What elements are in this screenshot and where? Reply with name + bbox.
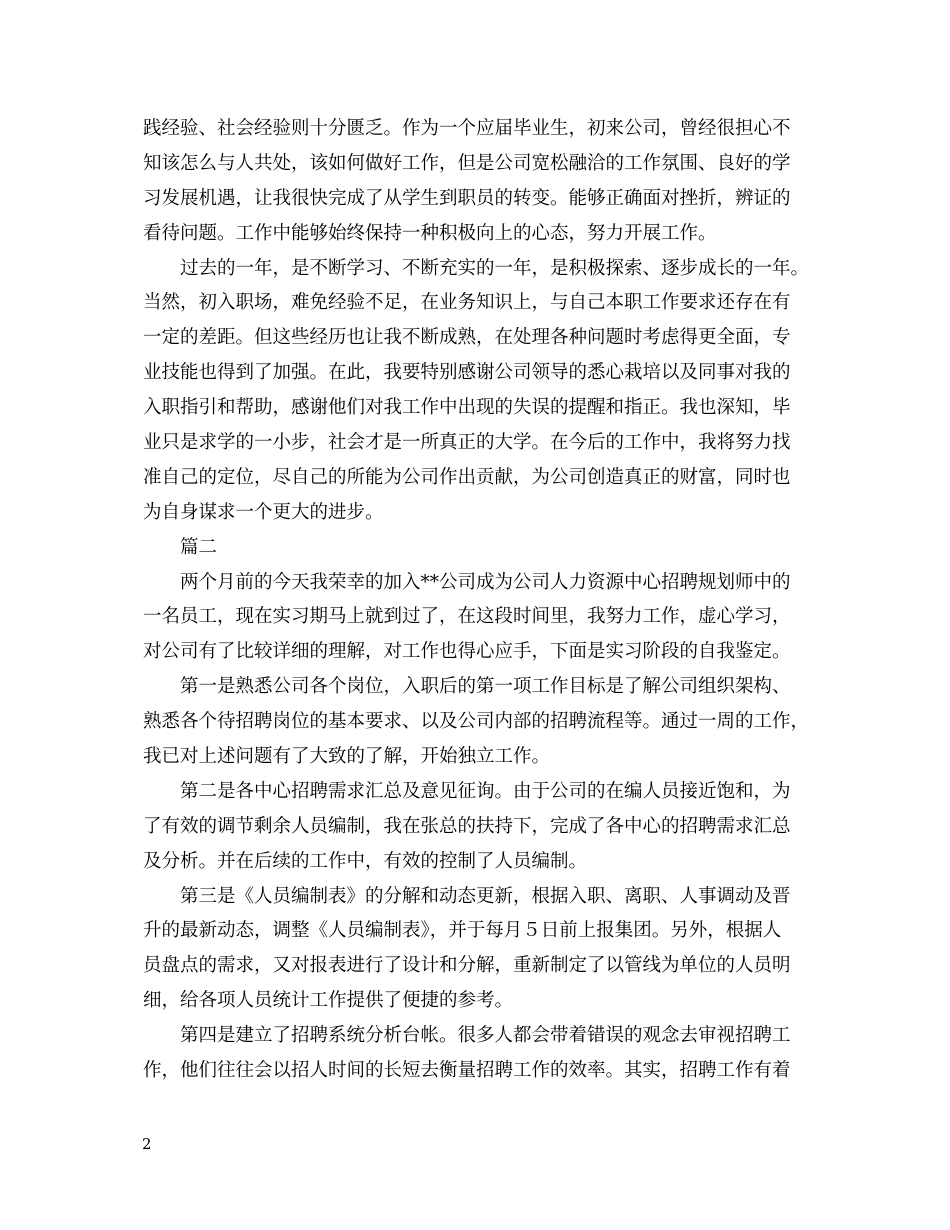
text-line: 员盘点的需求，又对报表进行了设计和分解，重新制定了以管线为单位的人员明 xyxy=(143,955,791,977)
paragraph-first-line: 第四是建立了招聘系统分析台帐。很多人都会带着错误的观念去审视招聘工 xyxy=(180,1025,791,1047)
text-line: 业技能也得到了加强。在此，我要特别感谢公司领导的悉心栽培以及同事对我的 xyxy=(143,362,791,384)
paragraph-first-line: 第一是熟悉公司各个岗位，入职后的第一项工作目标是了解公司组织架构、 xyxy=(180,676,791,698)
paragraph-first-line: 第三是《人员编制表》的分解和动态更新，根据入职、离职、人事调动及晋 xyxy=(180,885,791,907)
text-line: 一名员工，现在实习期马上就到过了，在这段时间里，我努力工作，虚心学习， xyxy=(143,606,791,628)
text-line: 作，他们往往会以招人时间的长短去衡量招聘工作的效率。其实，招聘工作有着 xyxy=(143,1060,791,1082)
paragraph-first-line: 过去的一年，是不断学习、不断充实的一年，是积极探索、逐步成长的一年。 xyxy=(180,257,810,279)
section-heading: 篇二 xyxy=(180,536,218,558)
text-line: 当然，初入职场，难免经验不足，在业务知识上，与自己本职工作要求还存在有 xyxy=(143,292,791,314)
text-line: 一定的差距。但这些经历也让我不断成熟，在处理各种问题时考虑得更全面，专 xyxy=(143,327,791,349)
text-line: 践经验、社会经验则十分匮乏。作为一个应届毕业生，初来公司，曾经很担心不 xyxy=(143,118,791,139)
paragraph-first-line: 第二是各中心招聘需求汇总及意见征询。由于公司的在编人员接近饱和，为 xyxy=(180,780,791,802)
text-line: 细，给各项人员统计工作提供了便捷的参考。 xyxy=(143,990,514,1012)
text-line: 升的最新动态，调整《人员编制表》，并于每月５日前上报集团。另外，根据人 xyxy=(143,920,782,942)
text-line: 习发展机遇，让我很快完成了从学生到职员的转变。能够正确面对挫折，辨证的 xyxy=(143,187,791,209)
body-text xyxy=(143,112,808,1089)
text-line: 入职指引和帮助，感谢他们对我工作中出现的失误的提醒和指正。我也深知，毕 xyxy=(143,397,791,419)
text-line: 熟悉各个待招聘岗位的基本要求、以及公司内部的招聘流程等。通过一周的工作， xyxy=(143,711,810,733)
page-number: 2 xyxy=(142,1135,152,1153)
text-line: 及分析。并在后续的工作中，有效的控制了人员编制。 xyxy=(143,850,588,872)
text-line: 看待问题。工作中能够始终保持一种积极向上的心态，努力开展工作。 xyxy=(143,222,717,244)
text-line: 业只是求学的一小步，社会才是一所真正的大学。在今后的工作中，我将努力找 xyxy=(143,432,791,454)
text-line: 知该怎么与人共处，该如何做好工作，但是公司宽松融洽的工作氛围、良好的学 xyxy=(143,152,791,174)
text-line: 我已对上述问题有了大致的了解，开始独立工作。 xyxy=(143,746,551,768)
text-line: 为自身谋求一个更大的进步。 xyxy=(143,501,384,523)
paragraph-first-line: 两个月前的今天我荣幸的加入**公司成为公司人力资源中心招聘规划师中的 xyxy=(180,571,791,593)
text-line: 了有效的调节剩余人员编制，我在张总的扶持下，完成了各中心的招聘需求汇总 xyxy=(143,815,791,837)
text-line: 准自己的定位，尽自己的所能为公司作出贡献，为公司创造真正的财富，同时也 xyxy=(143,466,791,488)
text-line: 对公司有了比较详细的理解，对工作也得心应手，下面是实习阶段的自我鉴定。 xyxy=(143,641,791,663)
